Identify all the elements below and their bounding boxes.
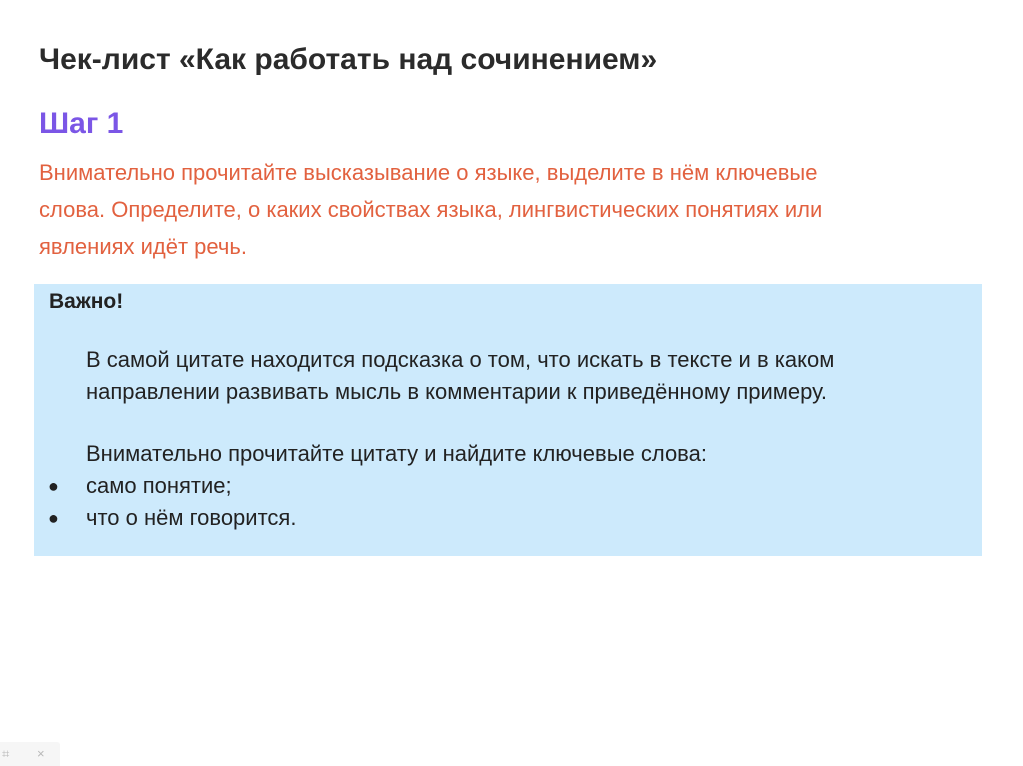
list-item-label: что о нём говорится. bbox=[86, 505, 297, 530]
note-paragraph-line: направлении развивать мысль в комментарии к приведённому примеру. bbox=[86, 379, 828, 404]
page-title: Чек-лист «Как работать над сочинением» bbox=[39, 43, 658, 76]
note-paragraph-instruction: Внимательно прочитайте цитату и найдите ключевые слова: bbox=[86, 441, 707, 466]
corner-toolbar bbox=[0, 742, 60, 766]
bullet-icon: ● bbox=[48, 508, 59, 528]
step-heading: Шаг 1 bbox=[39, 107, 124, 140]
important-note-box bbox=[34, 284, 982, 556]
step-instruction-line: Внимательно прочитайте высказывание о языке, выделите в нём ключевые bbox=[39, 160, 818, 185]
note-paragraph-line: В самой цитате находится подсказка о том, что искать в тексте и в каком bbox=[86, 347, 835, 372]
step-instruction bbox=[39, 154, 979, 265]
step-instruction-line: слова. Определите, о каких свойствах языка, лингвистических понятиях или bbox=[39, 197, 823, 222]
note-paragraph-hint bbox=[86, 344, 834, 408]
expand-icon[interactable]: ⌗ bbox=[2, 746, 10, 761]
step-instruction-line: явлениях идёт речь. bbox=[39, 234, 247, 259]
bullet-icon: ● bbox=[48, 476, 59, 496]
note-title: Важно! bbox=[49, 290, 124, 313]
close-icon[interactable]: × bbox=[37, 746, 45, 761]
list-item-label: само понятие; bbox=[86, 473, 232, 498]
